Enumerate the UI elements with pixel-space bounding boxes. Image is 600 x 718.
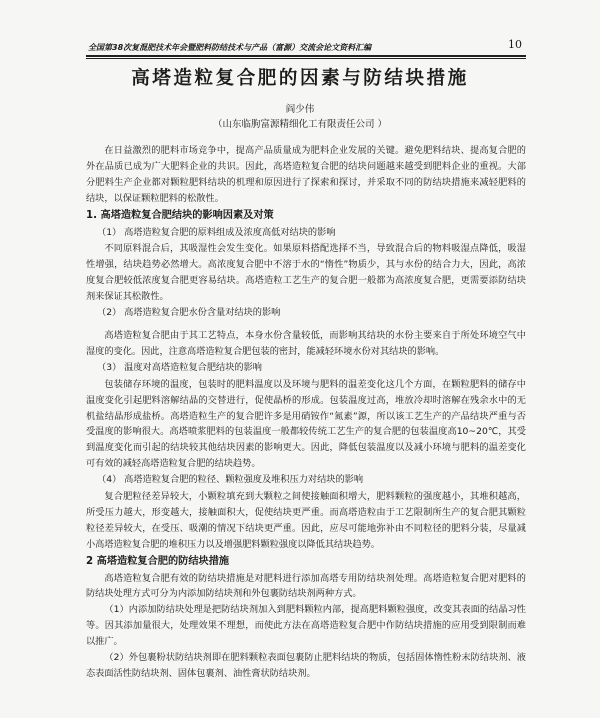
subsection-1-3-text: 包装储存环境的温度，包装时的肥料温度以及环境与肥料的温差变化这几个方面，在颗粒肥料的储存中温度变化引起肥料溶解结晶的交替进行，促使晶桥的形成。包装温度过高，堆放冷却时溶解在残余水中的无机盐结晶形成盐桥。高塔造粒生产的复合肥许多是用硝铵作“氮素”源，所以该工艺生产的产品结块严重与否受温度的影响很大。高塔喷浆肥料的包装温度一般都较传统工艺生产的复合肥的包装温度高10~20℃，其受到温度变化而引起的结块较其他结块因素的影响更大。因此，降低包装温度以及减小环境与肥料的温差变化可有效的减轻高塔造粒复合肥的结块趋势。 (86, 378, 526, 470)
intro-paragraph: 在日益激烈的肥料市场竞争中，提高产品质量成为肥料企业发展的关键。避免肥料结块、提高复合肥的外在品质已成为广大肥料企业的共识。因此，高塔造粒复合肥的结块问题越来越受到肥料企业的重视。大部分肥料生产企业都对颗粒肥料结块的机理和原因进行了探索和探讨，并采取不同的防结块措施来减轻肥料的结块，以保证颗粒肥料的松散性。 (86, 145, 526, 204)
subsection-1-4-text: 复合肥粒径差异较大，小颗粒填充到大颗粒之间使接触面积增大，肥料颗粒的强度越小，其堆积越高，所受压力越大，形变越大，接触面积大，促使结块更严重。而高塔造粒由于工艺限制所生产的复合肥其颗粒粒径差异较大，在受压、吸潮的情况下结块更严重。因此，应尽可能地弥补由不同粒径的肥料分装，尽量减小高塔造粒复合肥的堆积压力以及增强肥料颗粒强度以降低其结块趋势。 (86, 491, 526, 550)
subsection-1-4-heading: （4） 高塔造粒复合肥的粒径、颗粒强度及堆积压力对结块的影响 (97, 474, 364, 486)
article-body (86, 143, 526, 682)
section-2-item-1: （1）内添加防结块处理是把防结块剂加入到肥料颗粒内部，提高肥料颗粒强度，改变其表面的结晶习性等。因其添加量很大，处理效果不理想，而使此方法在高塔造粒复合肥中作防结块措施的应用受到限制而难以推广。 (86, 604, 526, 648)
header-rule-thin (86, 58, 526, 59)
section-2-heading: 2 高塔造粒复合肥的防结块措施 (86, 555, 230, 567)
section-2-item-2: （2）外包裹粉状防结块剂即在肥料颗粒表面包裹防止肥料结块的物质，包括固体惰性粉末防结块剂、液态表面活性防结块剂、固体包裹剂、油性膏状防结块剂。 (86, 652, 526, 679)
subsection-1-2-text: 高塔造粒复合肥由于其工艺特点，本身水份含量较低，而影响其结块的水份主要来自于所处环境空气中湿度的变化。因此，注意高塔造粒复合肥包装的密封，能减轻环境水份对其结块的影响。 (86, 329, 526, 357)
author: 阎少伟 (285, 104, 315, 115)
subsection-1-1-text: 不同原料混合后，其吸湿性会发生变化。如果原料搭配选择不当，导致混合后的物料吸湿点降低，吸湿性增强，结块趋势必然增大。高浓度复合肥中不溶于水的“惰性”物质少，其与水份的结合力大，因此，高浓度复合肥较低浓度复合肥更容易结块。高塔造粒工艺生产的复合肥一般都为高浓度复合肥，更需要添防结块剂来保证其松散性。 (86, 243, 526, 303)
subsection-1-2-heading: （2） 高塔造粒复合肥水份含量对结块的影响 (97, 307, 281, 319)
header-rule (86, 55, 526, 57)
section-2-intro: 高塔造粒复合肥有效的防结块措施是对肥料进行添加高塔专用防结块剂处理。高塔造粒复合肥对肥料的防结块处理方式可分为内添加防结块剂和外包裹防结块剂两种方式。 (86, 572, 526, 600)
affiliation: （山东临朐富源精细化工有限责任公司 ） (212, 119, 388, 130)
page-number: 10 (508, 38, 522, 51)
section-1-heading: 1. 高塔造粒复合肥结块的影响因素及对策 (86, 209, 274, 221)
article-title: 高塔造粒复合肥的因素与防结块措施 (131, 68, 469, 89)
subsection-1-3-heading: （3） 温度对高塔造粒复合肥结块的影响 (97, 361, 262, 373)
subsection-1-1-heading: （1） 高塔造粒复合肥的原料组成及浓度高低对结块的影响 (97, 226, 336, 238)
running-head: 全国第38次复混肥技术年会暨肥料防结技术与产品（富源）交流会论文资料汇编 (88, 43, 372, 52)
